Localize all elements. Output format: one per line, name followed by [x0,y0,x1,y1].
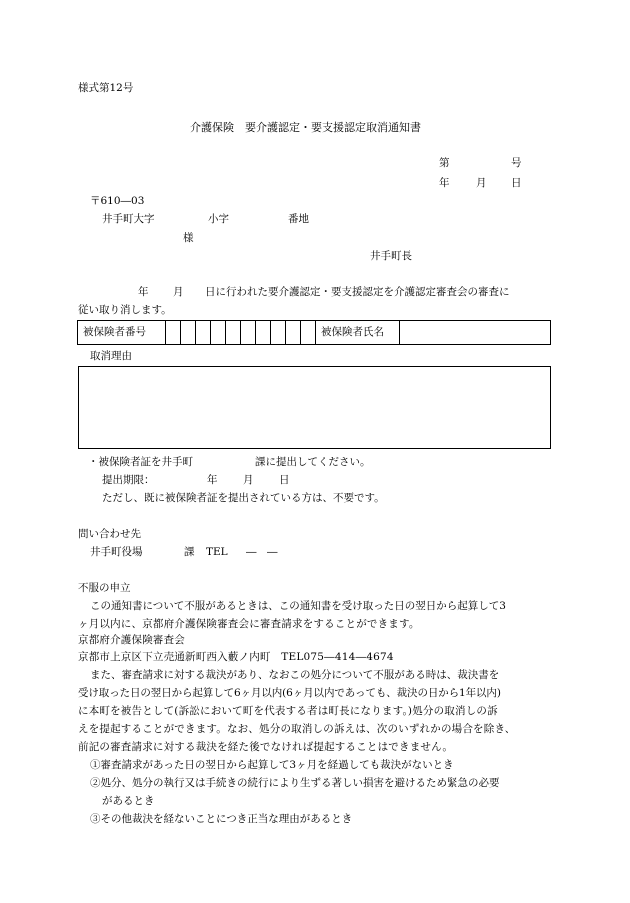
address-koaza: 小字 [208,213,229,225]
litigation-line3: に本町を被告として(訴訟において町を代表する者は町長になります。)処分の取消しの訴 [78,705,498,717]
insured-number-digit[interactable] [226,321,241,344]
litigation-line2: 受け取った日の翌日から起算して6ヶ月以内(6ヶ月以内であっても、裁決の日から1年以内) [78,687,501,699]
appeal-heading: 不服の申立 [78,582,131,594]
body-line2: 従い取り消します。 [78,304,172,316]
appeal-line1: この通知書について不服があるときは、この通知書を受け取った日の翌日から起算して3 [90,600,506,612]
litigation-line4: えを提起することができます。なお、処分の取消しの訴えは、次のいずれかの場合を除き、 [78,723,516,735]
litigation-line1: また、審査請求に対する裁決があり、なおこの処分について不服がある時は、裁決書を [90,669,500,681]
contact-heading: 問い合わせ先 [78,528,141,540]
address-banchi: 番地 [288,213,309,225]
insured-number-digit[interactable] [301,321,316,344]
body-year: 年 [138,286,149,298]
appeal-board-name: 京都府介護保険審査会 [78,634,185,646]
exception-item-2a: ②処分、処分の執行又は手続きの続行により生ずる著しい損害を避けるため緊急の必要 [90,777,500,789]
body-month: 月 [173,286,184,298]
contact-section: 課 [184,546,195,558]
postal-code: 〒610―03 [90,195,145,207]
body-line1: 日に行われた要介護認定・要支援認定を介護認定審査会の審査に [205,286,510,298]
insured-number-digit[interactable] [271,321,286,344]
submission-line-b: 課に提出してください。 [255,456,371,468]
insured-number-digit[interactable] [286,321,301,344]
insured-number-digit[interactable] [256,321,271,344]
insured-number-digit[interactable] [166,321,181,344]
appeal-line2: ヶ月以内に、京都府介護保険審査会に審査請求をすることができます。 [78,618,420,630]
litigation-line5: 前記の審査請求に対する裁決を経た後でなければ提起することはできません。 [78,741,454,753]
deadline-month: 月 [243,474,254,486]
reason-label: 取消理由 [90,350,132,362]
submission-line-a: ・被保険者証を井手町 [88,456,193,468]
reason-field[interactable] [78,366,551,449]
deadline-year: 年 [207,474,218,486]
insured-number-digit[interactable] [196,321,211,344]
doc-date-day: 日 [511,177,522,189]
form-number: 様式第12号 [78,82,134,94]
document-title: 介護保険 要介護認定・要支援認定取消通知書 [190,121,421,134]
doc-number-suffix: 号 [511,157,522,169]
exception-item-3: ③その他裁決を経ないことにつき正当な理由があるとき [90,813,353,825]
submission-note: ただし、既に被保険者証を提出されている方は、不要です。 [102,492,385,504]
insured-number-digit[interactable] [181,321,196,344]
issuer: 井手町長 [370,250,412,262]
exception-item-2b: があるとき [102,795,155,807]
deadline-label: 提出期限： [102,474,155,486]
insured-number-digit[interactable] [211,321,226,344]
doc-date-month: 月 [476,177,487,189]
insured-number-label: 被保険者番号 [78,321,166,344]
insured-id-table [77,320,551,345]
address-honorific: 様 [183,232,194,244]
deadline-day: 日 [279,474,290,486]
insured-name-label: 被保険者氏名 [316,321,400,344]
appeal-board-address: 京都市上京区下立売通新町西入藪ノ内町 TEL075―414―4674 [78,651,394,663]
contact-office: 井手町役場 [90,546,143,558]
doc-number-prefix: 第 [439,157,450,169]
insured-number-digit[interactable] [241,321,256,344]
insured-name-field[interactable] [400,321,550,344]
address-town: 井手町大字 [102,213,155,225]
contact-tel-dashes: ― ― [246,546,278,558]
exception-item-1: ①審査請求があった日の翌日から起算して3ヶ月を経過しても裁決がないとき [90,759,454,771]
doc-date-year: 年 [439,177,450,189]
contact-tel-label: TEL [206,546,228,558]
